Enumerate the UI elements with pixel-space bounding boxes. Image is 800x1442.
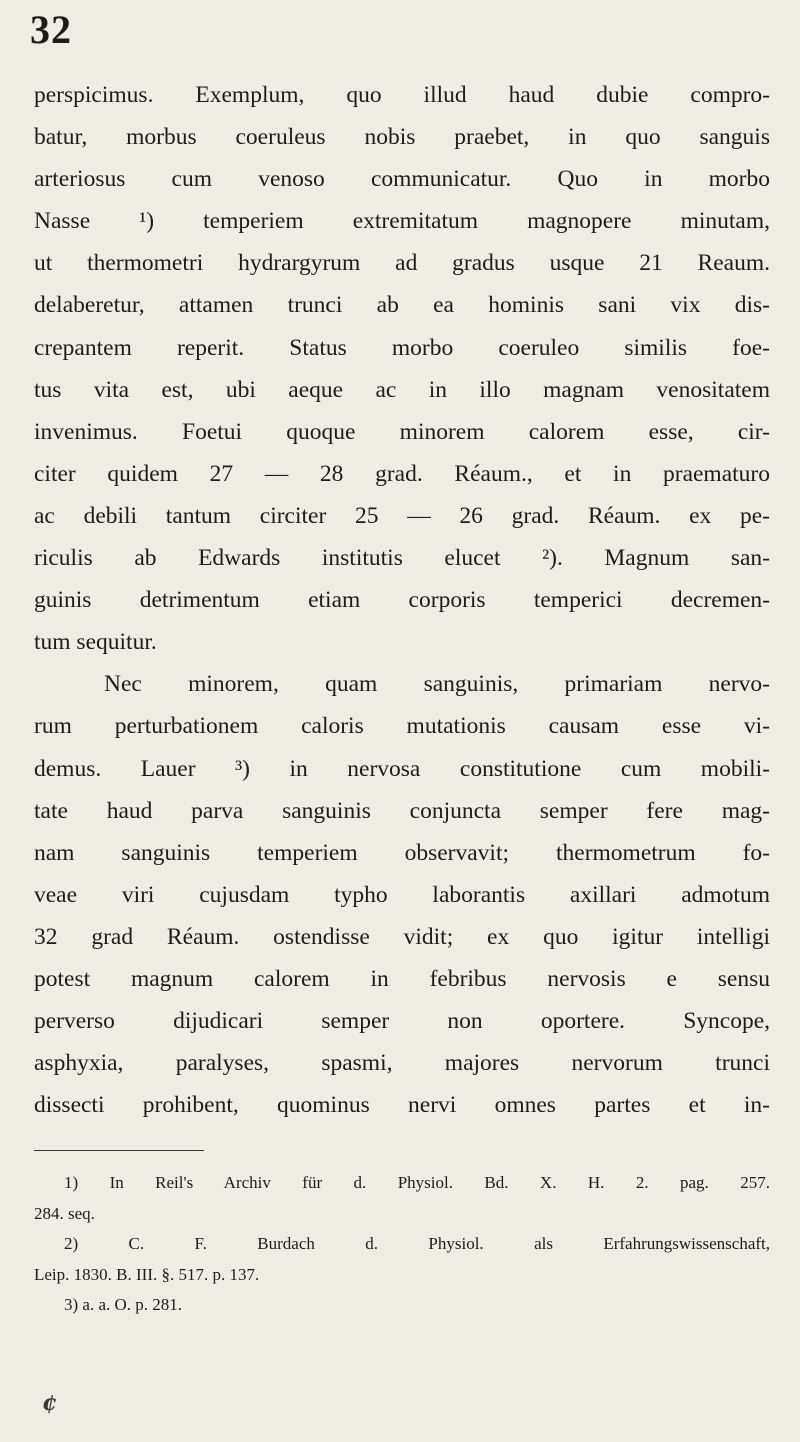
footnote-line: 1) In Reil's Archiv für d. Physiol. Bd. X. H. 2. pag. 257. <box>64 1173 770 1192</box>
body-line: tate haud parva sanguinis conjuncta semper fere mag- <box>34 797 770 824</box>
body-line: dissecti prohibent, quominus nervi omnes partes et in- <box>34 1092 770 1119</box>
body-line: potest magnum calorem in febribus nervosis e sensu <box>34 965 770 992</box>
footnote-line: 3) a. a. O. p. 281. <box>64 1295 183 1314</box>
body-line: batur, morbus coeruleus nobis praebet, in quo sanguis <box>34 124 770 151</box>
footnote-line: 2) C. F. Burdach d. Physiol. als Erfahrungswissenschaft, <box>64 1234 770 1253</box>
body-line: ut thermometri hydrargyrum ad gradus usque 21 Reaum. <box>34 250 770 277</box>
body-line: asphyxia, paralyses, spasmi, majores nervorum trunci <box>34 1050 770 1077</box>
body-line: invenimus. Foetui quoque minorem calorem esse, cir- <box>34 418 770 445</box>
body-text <box>34 74 770 1126</box>
body-line: ac debili tantum circiter 25 — 26 grad. Réaum. ex pe- <box>34 502 770 529</box>
body-line: 32 grad Réaum. ostendisse vidit; ex quo igitur intelligi <box>34 923 770 950</box>
body-line: tus vita est, ubi aeque ac in illo magnam venositatem <box>34 376 770 403</box>
body-line: guinis detrimentum etiam corporis temperici decremen- <box>34 587 770 614</box>
footnote-divider <box>34 1150 204 1151</box>
body-line: perspicimus. Exemplum, quo illud haud dubie compro- <box>34 82 770 108</box>
page-number: 32 <box>30 7 72 52</box>
body-line: perverso dijudicari semper non oportere. Syncope, <box>34 1008 770 1035</box>
body-line: delaberetur, attamen trunci ab ea hominis sani vix dis- <box>34 292 770 319</box>
body-line: veae viri cujusdam typho laborantis axillari admotum <box>34 881 770 908</box>
bottom-mark: ¢ <box>42 1390 58 1416</box>
body-line: crepantem reperit. Status morbo coeruleo similis foe- <box>34 334 770 361</box>
body-line: nam sanguinis temperiem observavit; thermometrum fo- <box>34 839 770 866</box>
body-line: riculis ab Edwards institutis elucet ²). Magnum san- <box>34 545 770 572</box>
footnote-line: Leip. 1830. B. III. §. 517. p. 137. <box>34 1264 260 1284</box>
body-line: rum perturbationem caloris mutationis causam esse vi- <box>34 713 770 740</box>
body-line: demus. Lauer ³) in nervosa constitutione cum mobili- <box>34 755 770 782</box>
footnote-line: 284. seq. <box>34 1203 95 1223</box>
footnotes <box>34 1168 770 1321</box>
body-line: tum sequitur. <box>34 629 157 656</box>
body-line: Nasse ¹) temperiem extremitatum magnopere minutam, <box>34 208 770 235</box>
body-line: citer quidem 27 — 28 grad. Réaum., et in praematuro <box>34 460 770 487</box>
body-line: Nec minorem, quam sanguinis, primariam nervo- <box>104 671 770 698</box>
body-line: arteriosus cum venoso communicatur. Quo in morbo <box>34 166 770 193</box>
